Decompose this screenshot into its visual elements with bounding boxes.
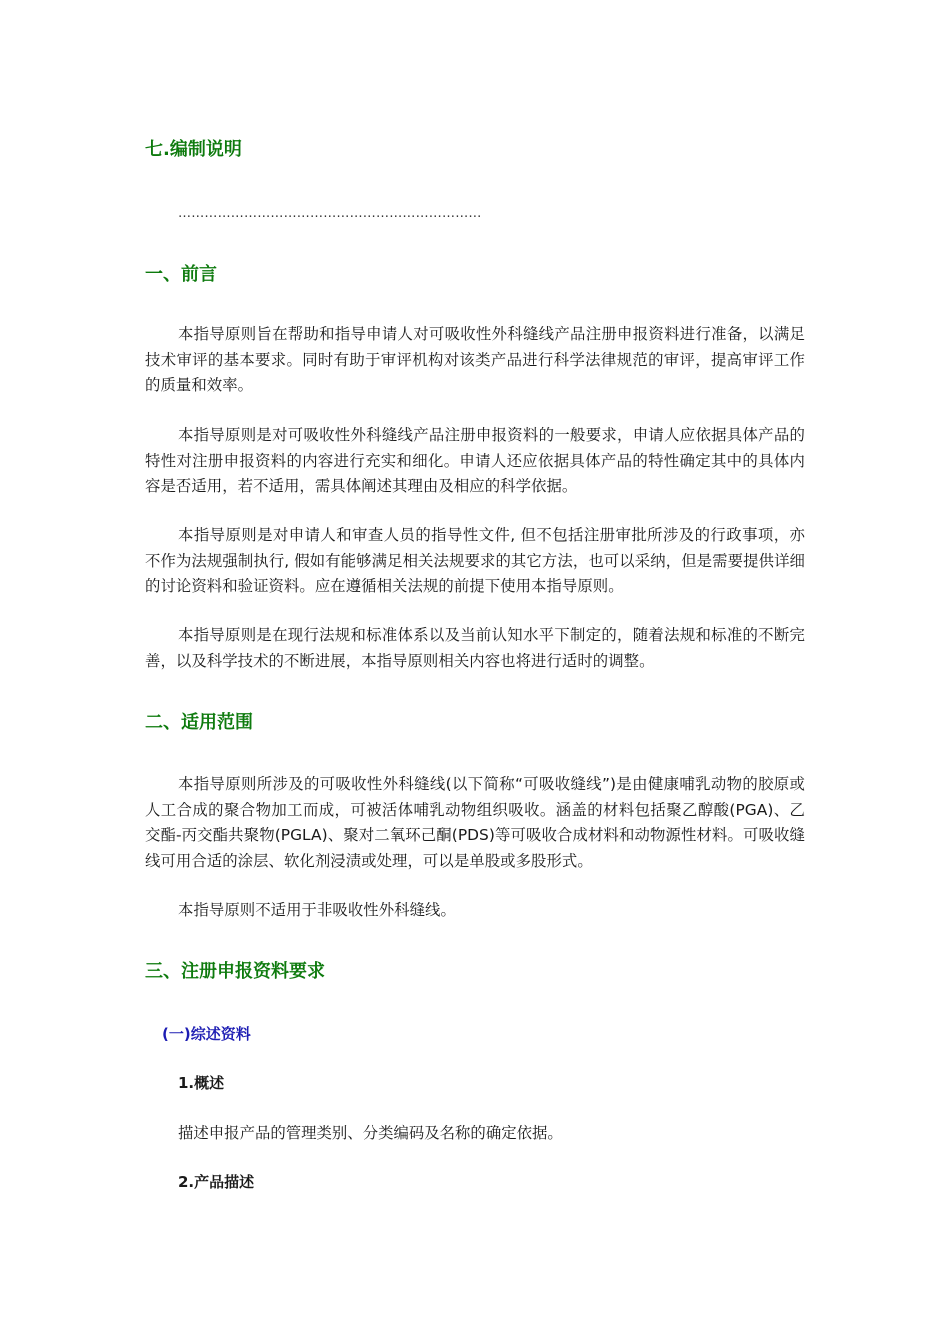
- section-1-heading: 一、前言: [145, 264, 217, 285]
- item-1-text: 描述申报产品的管理类别、分类编码及名称的确定依据。: [178, 1124, 563, 1142]
- item-2-heading: 2.产品描述: [178, 1173, 255, 1191]
- item-1-heading: 1.概述: [178, 1074, 225, 1092]
- toc-dots: ……………………………………………………………: [178, 206, 482, 221]
- section-2-heading: 二、适用范围: [145, 712, 253, 733]
- section-1-paragraph-2: 本指导原则是对可吸收性外科缝线产品注册申报资料的一般要求，申请人应依据具体产品的特性对注册申报资料的内容进行充实和细化。申请人还应依据具体产品的特性确定其中的具体内容是否适用，若不适用，需具体阐述其理由及相应的科学依据。: [145, 426, 805, 495]
- section-7-heading: 七.编制说明: [145, 139, 242, 160]
- section-3-heading: 三、注册申报资料要求: [145, 961, 325, 982]
- section-1-paragraph-4: 本指导原则是在现行法规和标准体系以及当前认知水平下制定的，随着法规和标准的不断完善，以及科学技术的不断进展，本指导原则相关内容也将进行适时的调整。: [145, 626, 805, 670]
- section-1-paragraph-3: 本指导原则是对申请人和审查人员的指导性文件, 但不包括注册审批所涉及的行政事项，亦不作为法规强制执行, 假如有能够满足相关法规要求的其它方法，也可以采纳，但是需要提供详细的讨论资料和验证资料。应在遵循相关法规的前提下使用本指导原则。: [145, 526, 805, 595]
- section-2-paragraph-2: 本指导原则不适用于非吸收性外科缝线。: [178, 901, 456, 919]
- section-2-paragraph-1: 本指导原则所涉及的可吸收性外科缝线(以下简称“可吸收缝线”)是由健康哺乳动物的胶原或人工合成的聚合物加工而成，可被活体哺乳动物组织吸收。涵盖的材料包括聚乙醇酸(PGA)、乙交酯-丙交酯共聚物(PGLA)、聚对二氧环己酮(PDS)等可吸收合成材料和动物源性材料。可吸收缝线可用合适的涂层、软化剂浸渍或处理，可以是单股或多股形式。: [145, 775, 805, 870]
- section-1-paragraph-1: 本指导原则旨在帮助和指导申请人对可吸收性外科缝线产品注册申报资料进行准备，以满足技术审评的基本要求。同时有助于审评机构对该类产品进行科学法律规范的审评，提高审评工作的质量和效率。: [145, 325, 805, 394]
- subsection-overview-heading: (一)综述资料: [162, 1025, 251, 1043]
